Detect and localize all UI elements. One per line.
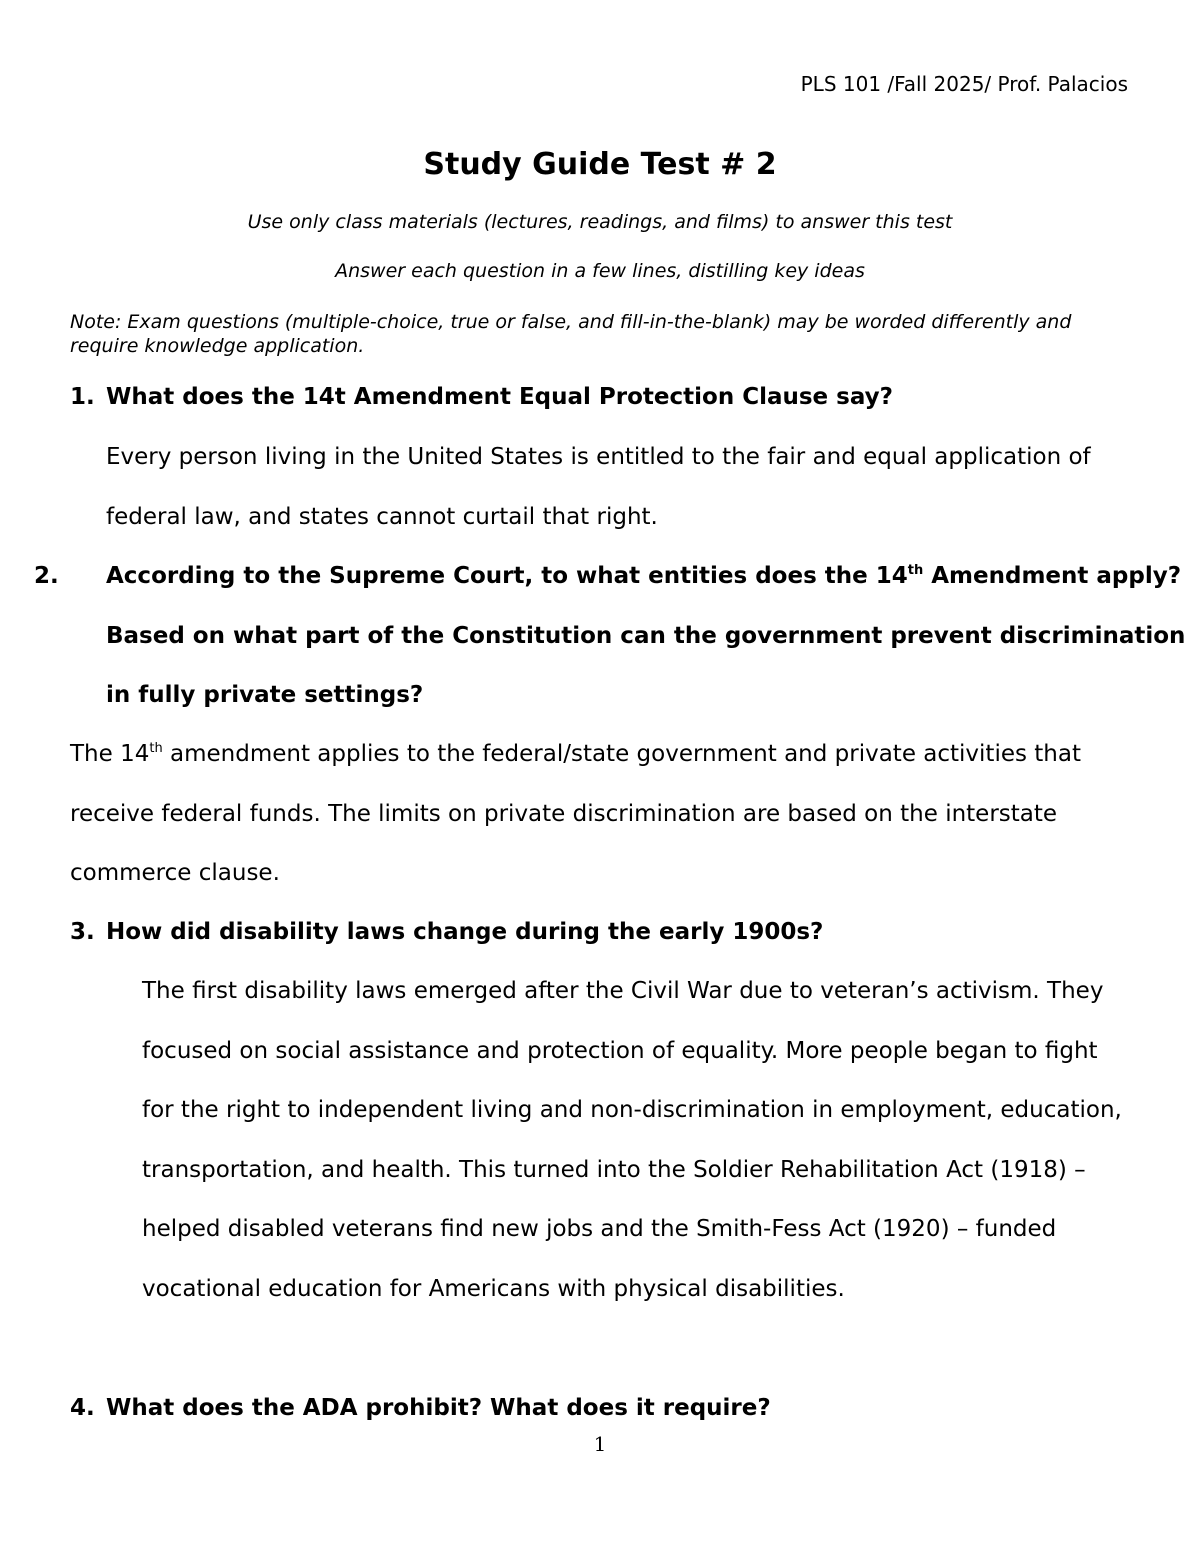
answer-1: Every person living in the United States is entitled to the fair and equal application of federal law, and states cannot curtail that right. bbox=[106, 444, 1091, 530]
question-1-number: 1. bbox=[70, 384, 95, 410]
question-3-number: 3. bbox=[70, 919, 95, 945]
answer-2-part1: The 14 bbox=[70, 741, 150, 767]
question-2-text-part1: According to the Supreme Court, to what entities does the 14 bbox=[106, 563, 908, 589]
instruction-line-2: Answer each question in a few lines, distilling key ideas bbox=[335, 260, 865, 282]
question-3-text: How did disability laws change during the early 1900s? bbox=[106, 919, 824, 945]
question-3 bbox=[70, 903, 1150, 963]
question-4 bbox=[70, 1379, 1150, 1439]
question-2 bbox=[34, 547, 1186, 726]
course-header: PLS 101 /Fall 2025/ Prof. Palacios bbox=[800, 72, 1128, 96]
page-number: 1 bbox=[593, 1432, 607, 1456]
page-title: Study Guide Test # 2 bbox=[423, 147, 777, 182]
answer-3: The first disability laws emerged after the Civil War due to veteran’s activism. They focused on social assistance and protection of equality. More people began to fight for the right to independent living and non-discrimination in employment, education, transportation, and health. This turned into the Soldier Rehabilitation Act (1918) – helped disabled veterans find new jobs and the Smith-Fess Act (1920) – funded vocational education for Americans with physical disabilities. bbox=[142, 978, 1122, 1302]
exam-note: Note: Exam questions (multiple-choice, true or false, and fill-in-the-blank) may be worded differently and require knowledge application. bbox=[70, 311, 1072, 357]
question-2-number: 2. bbox=[34, 563, 59, 589]
question-1-text: What does the 14t Amendment Equal Protection Clause say? bbox=[106, 384, 893, 410]
answer-2-part2: amendment applies to the federal/state government and private activities that receive federal funds. The limits on private discrimination are based on the interstate commerce clause. bbox=[70, 741, 1081, 886]
question-2-text-part2: Amendment apply? Based on what part of the Constitution can the government prevent discrimination in fully private settings? bbox=[106, 563, 1186, 708]
instruction-line-1: Use only class materials (lectures, readings, and films) to answer this test bbox=[247, 211, 953, 233]
question-1 bbox=[70, 368, 1150, 428]
question-4-text: What does the ADA prohibit? What does it require? bbox=[106, 1395, 771, 1421]
answer-2-superscript: th bbox=[149, 741, 163, 756]
answer-2 bbox=[70, 725, 1150, 904]
question-2-superscript: th bbox=[907, 563, 924, 578]
question-4-number: 4. bbox=[70, 1395, 95, 1421]
